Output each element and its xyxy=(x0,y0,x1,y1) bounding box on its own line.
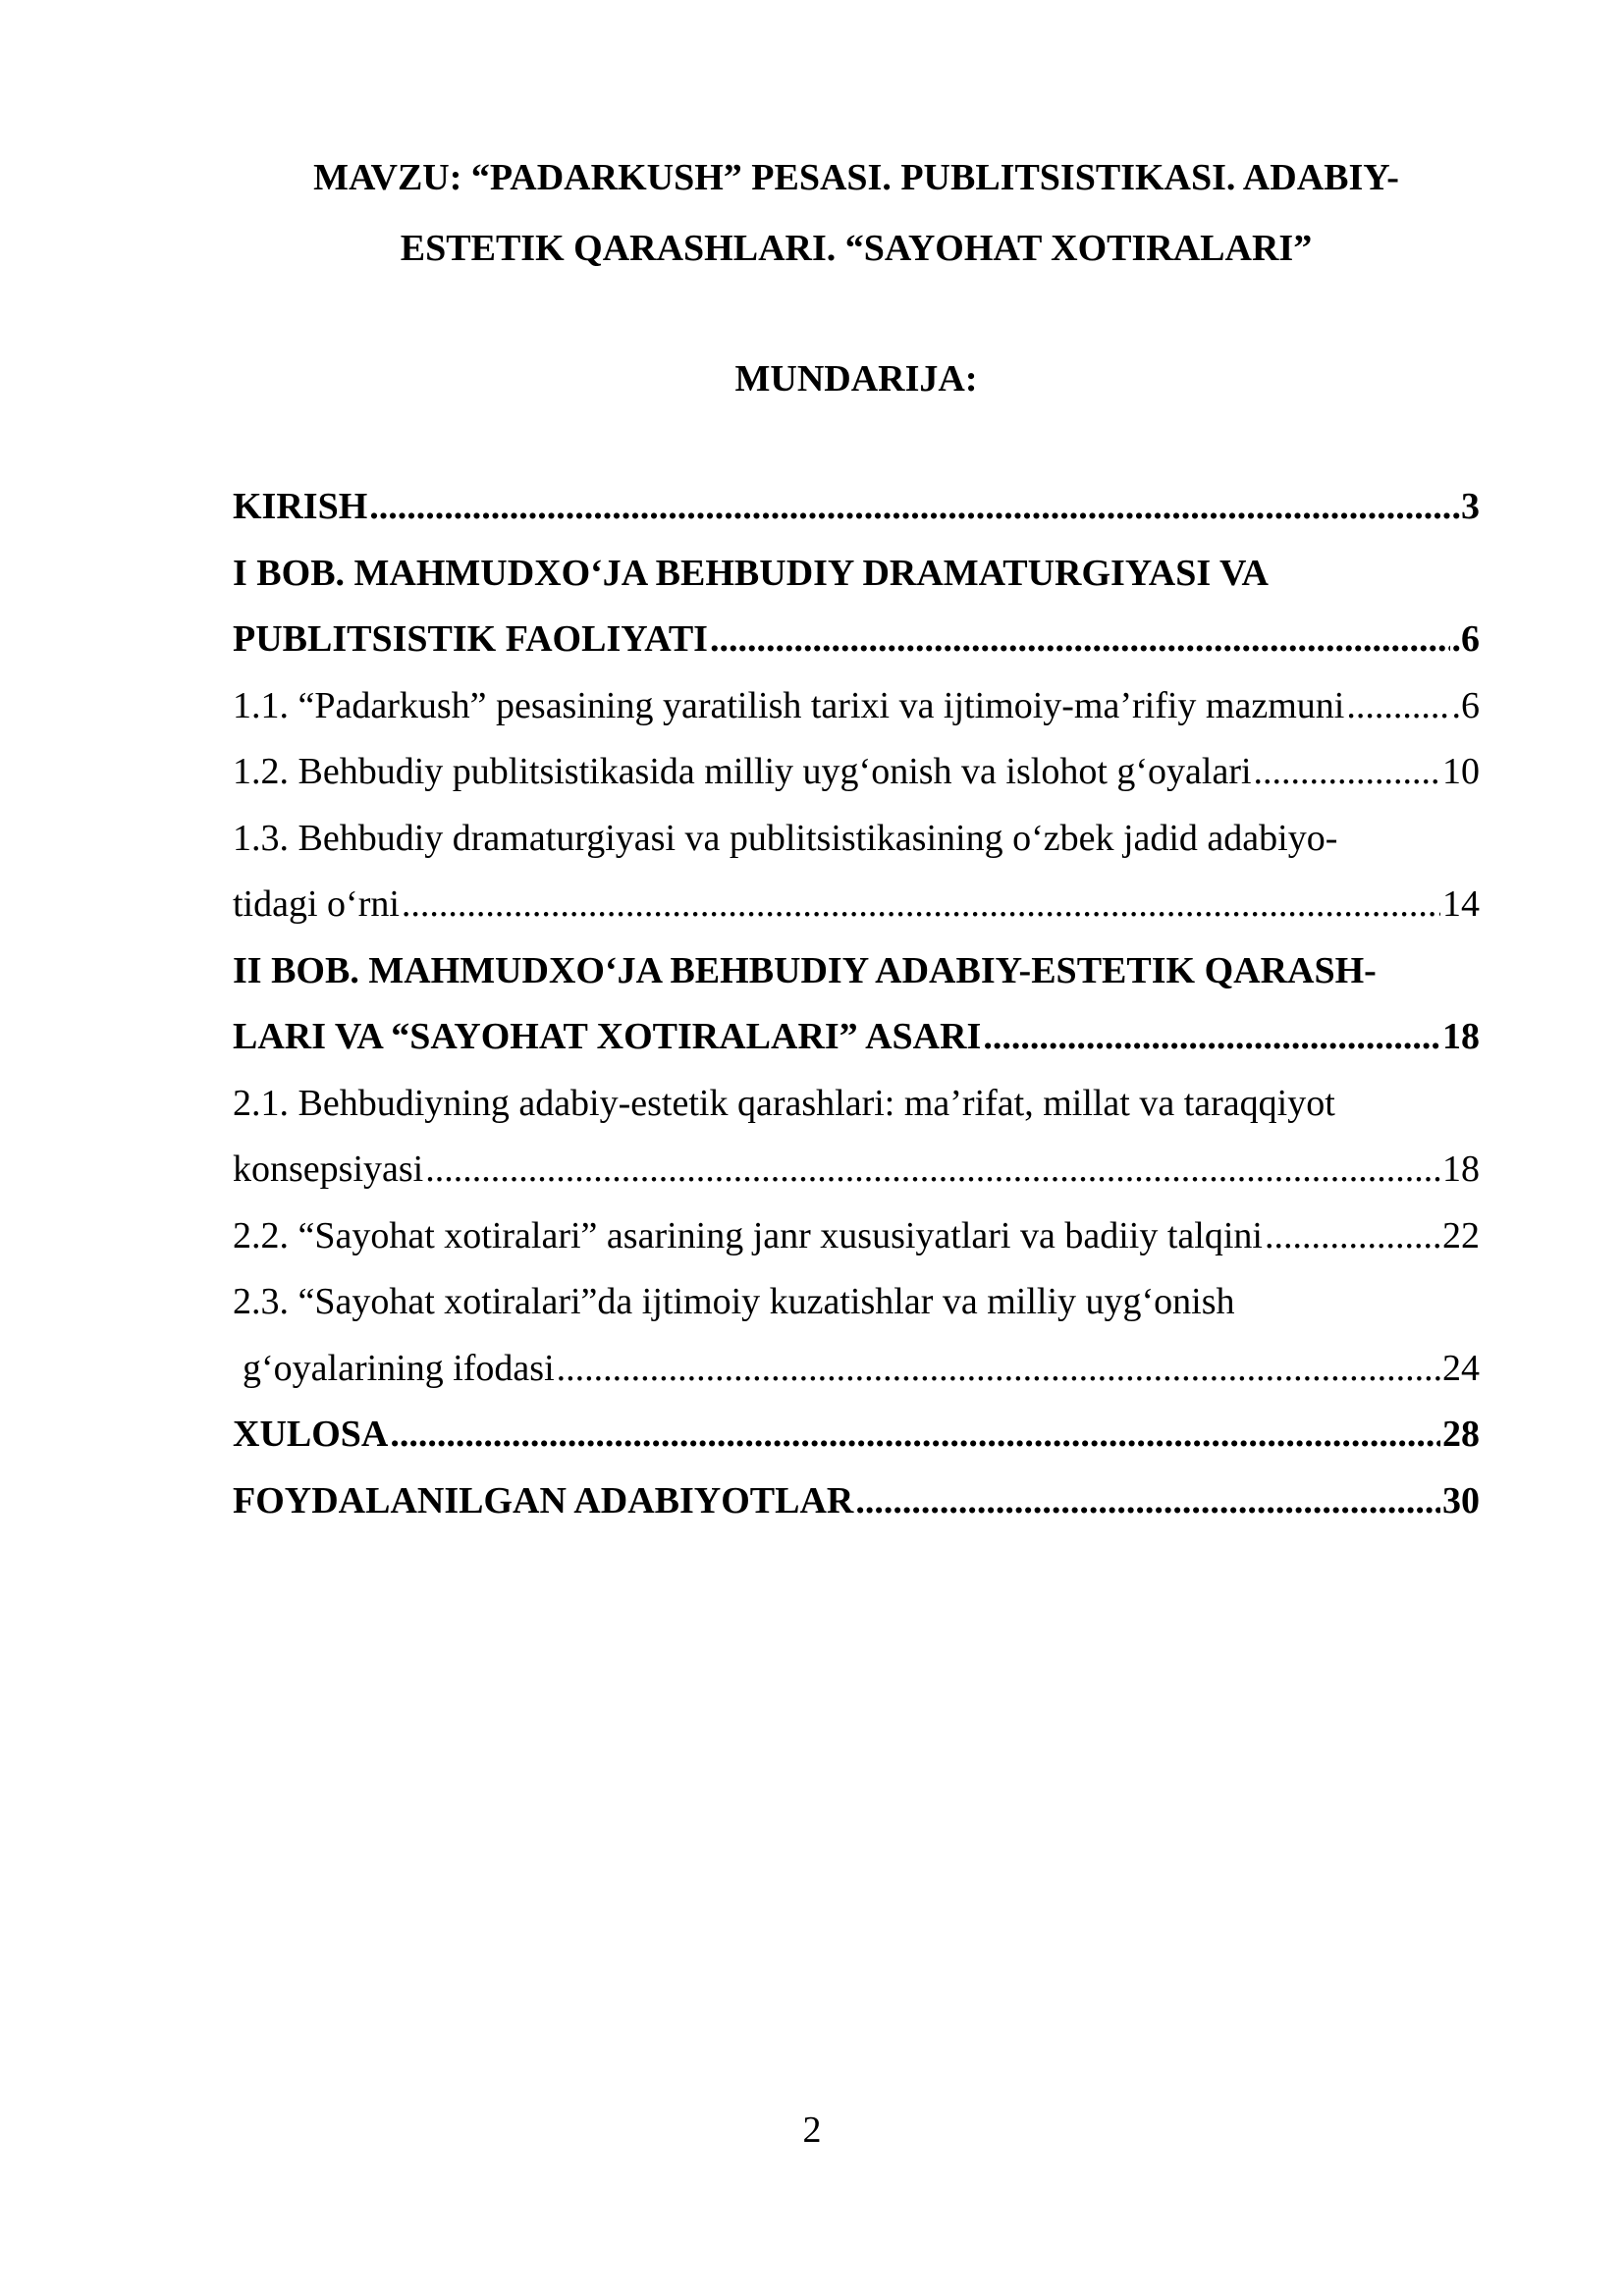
toc-dot-leader xyxy=(557,1336,1440,1403)
toc-entry-text: 1.1. “Padarkush” pesasining yaratilish tarixi va ijtimoiy-ma’rifiy mazmuni xyxy=(233,684,1345,726)
toc-line xyxy=(233,673,1480,740)
toc-page-number: 30 xyxy=(1442,1479,1480,1522)
toc-page-number: 22 xyxy=(1442,1214,1480,1256)
toc-line xyxy=(233,607,1480,673)
toc-line xyxy=(233,1269,1480,1336)
toc-entry xyxy=(233,806,1480,938)
table-of-contents xyxy=(233,474,1480,1534)
toc-entry-text: g‘oyalarining ifodasi xyxy=(243,1347,555,1389)
toc-line xyxy=(233,739,1480,806)
toc-entry-text: 1.2. Behbudiy publitsistikasida milliy uyg‘onish va islohot g‘oyalari xyxy=(233,751,1252,792)
toc-line xyxy=(233,474,1480,541)
toc-entry xyxy=(233,1402,1480,1468)
toc-dot-leader xyxy=(1346,673,1449,740)
toc-line xyxy=(233,1203,1480,1270)
toc-entry xyxy=(233,541,1480,673)
toc-dot-leader xyxy=(1254,739,1440,806)
toc-entry-text: KIRISH xyxy=(233,486,368,527)
toc-dot-leader xyxy=(425,1137,1440,1203)
toc-entry-text: 1.3. Behbudiy dramaturgiyasi va publitsistikasining o‘zbek jadid adabiyo- xyxy=(233,817,1338,859)
toc-entry-text: II BOB. MAHMUDXO‘JA BEHBUDIY ADABIY-ESTETIK QARASH- xyxy=(233,949,1377,991)
toc-entry xyxy=(233,1203,1480,1270)
toc-entry xyxy=(233,1269,1480,1402)
toc-page-number: .6 xyxy=(1451,684,1480,726)
toc-entry-text: 2.3. “Sayohat xotiralari”da ijtimoiy kuzatishlar va milliy uyg‘onish xyxy=(233,1281,1235,1322)
toc-page-number: .3 xyxy=(1451,486,1480,527)
toc-entry-text: 2.1. Behbudiyning adabiy-estetik qarashlari: ma’rifat, millat va taraqqiyot xyxy=(233,1082,1335,1124)
toc-entry xyxy=(233,474,1480,541)
toc-line xyxy=(233,1336,1480,1403)
toc-entry xyxy=(233,1468,1480,1535)
toc-line xyxy=(233,872,1480,938)
toc-dot-leader xyxy=(855,1468,1440,1535)
toc-dot-leader xyxy=(390,1402,1440,1468)
toc-dot-leader xyxy=(710,607,1450,673)
toc-page-number: 28 xyxy=(1442,1414,1480,1455)
toc-page-number: 18 xyxy=(1442,1016,1480,1057)
toc-line xyxy=(233,1071,1480,1138)
toc-entry-text: I BOB. MAHMUDXO‘JA BEHBUDIY DRAMATURGIYASI VA xyxy=(233,552,1269,594)
title-line-2: ESTETIK QARASHLARI. “SAYOHAT XOTIRALARI” xyxy=(400,228,1313,269)
toc-entry xyxy=(233,938,1480,1071)
title-line-1: MAVZU: “PADARKUSH” PESASI. PUBLITSISTIKASI. ADABIY- xyxy=(313,157,1399,198)
toc-entry-text: XULOSA xyxy=(233,1414,389,1455)
toc-entry-text: tidagi o‘rni xyxy=(233,883,400,925)
toc-line xyxy=(233,541,1480,608)
toc-line xyxy=(233,938,1480,1005)
toc-entry xyxy=(233,739,1480,806)
toc-dot-leader xyxy=(1265,1203,1440,1270)
toc-entry-text: FOYDALANILGAN ADABIYOTLAR xyxy=(233,1479,854,1522)
toc-heading: MUNDARIJA: xyxy=(734,358,978,400)
toc-entry xyxy=(233,1071,1480,1203)
toc-line xyxy=(233,1137,1480,1203)
toc-dot-leader xyxy=(402,872,1440,938)
toc-line xyxy=(233,806,1480,873)
toc-line xyxy=(233,1402,1480,1468)
toc-line xyxy=(233,1468,1480,1535)
toc-page-number: 14 xyxy=(1442,883,1480,925)
toc-entry xyxy=(233,673,1480,740)
page-number: 2 xyxy=(802,2109,822,2151)
toc-entry-text: 2.2. “Sayohat xotiralari” asarining janr xususiyatlari va badiiy talqini xyxy=(233,1214,1263,1256)
toc-entry-text: PUBLITSISTIK FAOLIYATI xyxy=(233,618,708,660)
toc-dot-leader xyxy=(369,474,1449,541)
toc-entry-text: konsepsiyasi xyxy=(233,1148,424,1190)
toc-line xyxy=(233,1004,1480,1071)
toc-page-number: 18 xyxy=(1442,1148,1480,1190)
toc-page-number: .6 xyxy=(1451,618,1480,660)
toc-page-number: 10 xyxy=(1442,751,1480,792)
toc-entry-text: LARI VA “SAYOHAT XOTIRALARI” ASARI xyxy=(233,1016,982,1057)
toc-page-number: 24 xyxy=(1442,1347,1480,1389)
document-title xyxy=(233,142,1480,284)
toc-dot-leader xyxy=(983,1004,1440,1071)
